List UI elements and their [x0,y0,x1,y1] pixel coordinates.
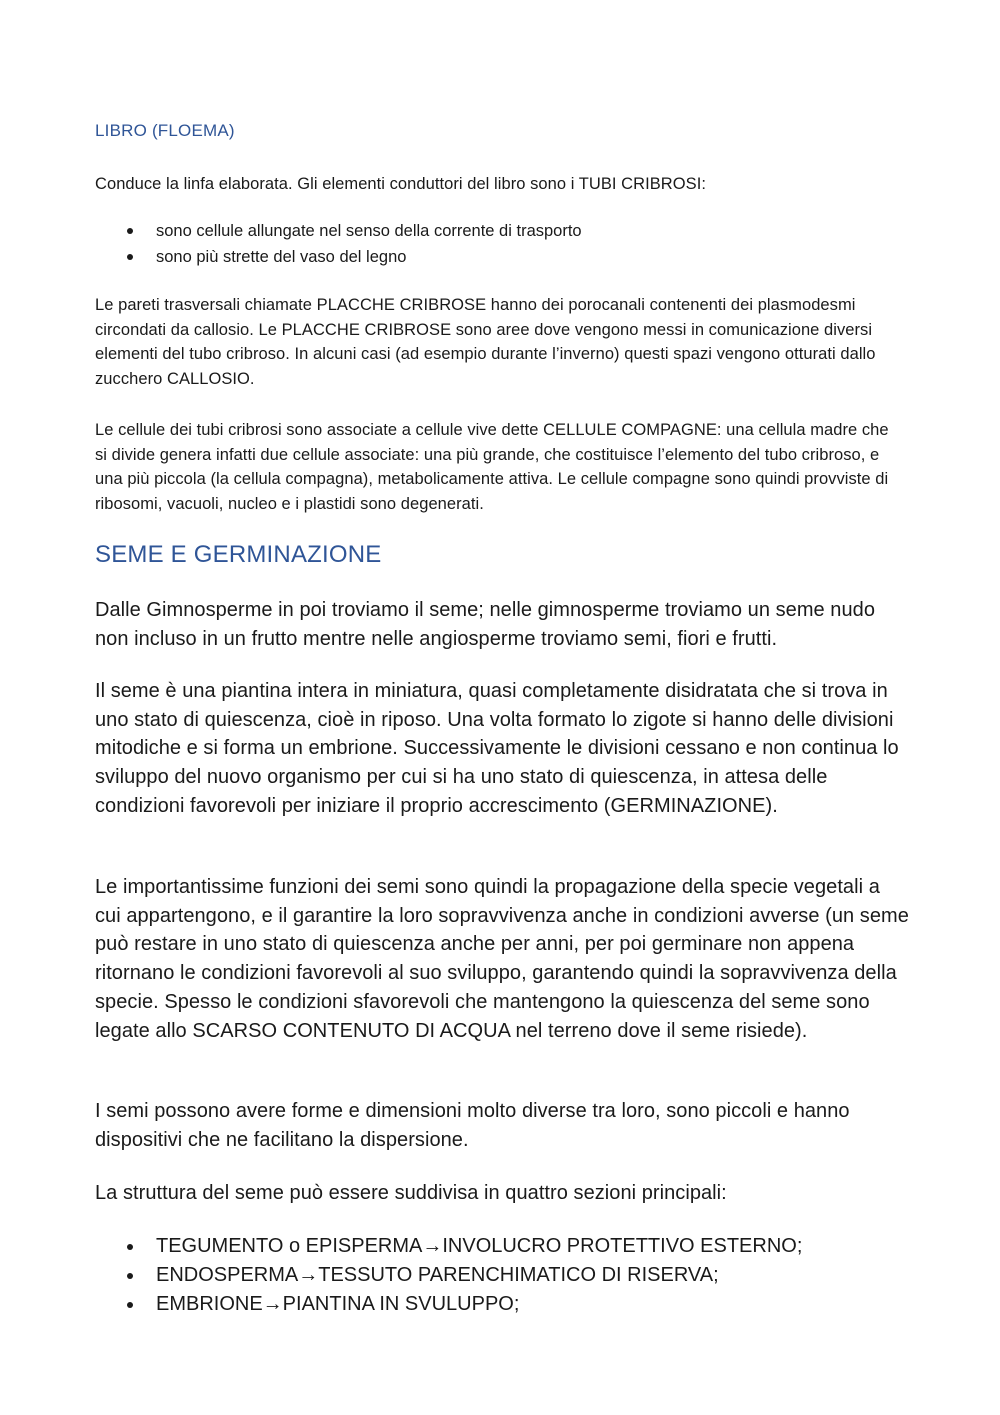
section-heading-libro: LIBRO (FLOEMA) [95,121,235,140]
paragraph-struttura-seme: La struttura del seme può essere suddivisa in quattro sezioni principali: [95,1182,727,1204]
list-item: ENDOSPERMA→TESSUTO PARENCHIMATICO DI RISERVA; [95,1261,910,1290]
paragraph-gimnosperme: Dalle Gimnosperme in poi troviamo il seme; nelle gimnosperme troviamo un seme nudo non incluso in un frutto mentre nelle angiosperme troviamo semi, fiori e frutti. [95,599,875,650]
paragraph-libro-intro: Conduce la linfa elaborata. Gli elementi conduttori del libro sono i TUBI CRIBROSI: [95,175,706,193]
section-heading-seme: SEME E GERMINAZIONE [95,541,382,568]
list-item: TEGUMENTO o EPISPERMA→INVOLUCRO PROTETTIVO ESTERNO; [95,1232,910,1261]
list-item: EMBRIONE→PIANTINA IN SVULUPPO; [95,1290,910,1319]
list-item: sono cellule allungate nel senso della corrente di trasporto [95,218,905,244]
paragraph-placche-cribrose: Le pareti trasversali chiamate PLACCHE CRIBROSE hanno dei porocanali contenenti dei plasmodesmi circondati da callosio. Le PLACCHE CRIBROSE sono aree dove vengono messi in comunicazione diversi elementi del tubo cribroso. In alcuni casi (ad esempio durante l’inverno) questi spazi vengono otturati dallo zucchero CALLOSIO. [95,296,876,388]
paragraph-funzioni-semi: Le importantissime funzioni dei semi sono quindi la propagazione della specie vegetali a cui appartengono, e il garantire la loro sopravvivenza anche in condizioni avverse (un seme può restare in uno stato di quiescenza anche per anni, per poi germinare non appena ritornano le condizioni favorevoli al suo sviluppo, garantendo quindi la sopravvivenza della specie. Spesso le condizioni sfavorevoli che mantengono la quiescenza del seme sono legate allo SCARSO CONTENUTO DI ACQUA nel terreno dove il seme risiede). [95,876,909,1042]
paragraph-seme-definizione: Il seme è una piantina intera in miniatura, quasi completamente disidratata che si trova in uno stato di quiescenza, cioè in riposo. Una volta formato lo zigote si hanno delle divisioni mitodiche e si forma un embrione. Successivamente le divisioni cessano e non continua lo sviluppo del nuovo organismo per cui si ha uno stato di quiescenza, in attesa delle condizioni favorevoli per iniziare il proprio accrescimento (GERMINAZIONE). [95,680,899,817]
paragraph-forme-semi: I semi possono avere forme e dimensioni molto diverse tra loro, sono piccoli e hanno dispositivi che ne facilitano la dispersione. [95,1100,850,1151]
list-item: sono più strette del vaso del legno [95,244,905,270]
bullet-list-struttura-seme [95,1232,910,1319]
paragraph-cellule-compagne: Le cellule dei tubi cribrosi sono associate a cellule vive dette CELLULE COMPAGNE: una cellula madre che si divide genera infatti due cellule associate: una più grande, che costituisce l’elemento del tubo cribroso, e una più piccola (la cellula compagna), metabolicamente attiva. Le cellule compagne sono quindi provviste di ribosomi, vacuoli, nucleo e i plastidi sono degenerati. [95,421,889,513]
bullet-list-tubi-cribrosi [95,218,905,270]
